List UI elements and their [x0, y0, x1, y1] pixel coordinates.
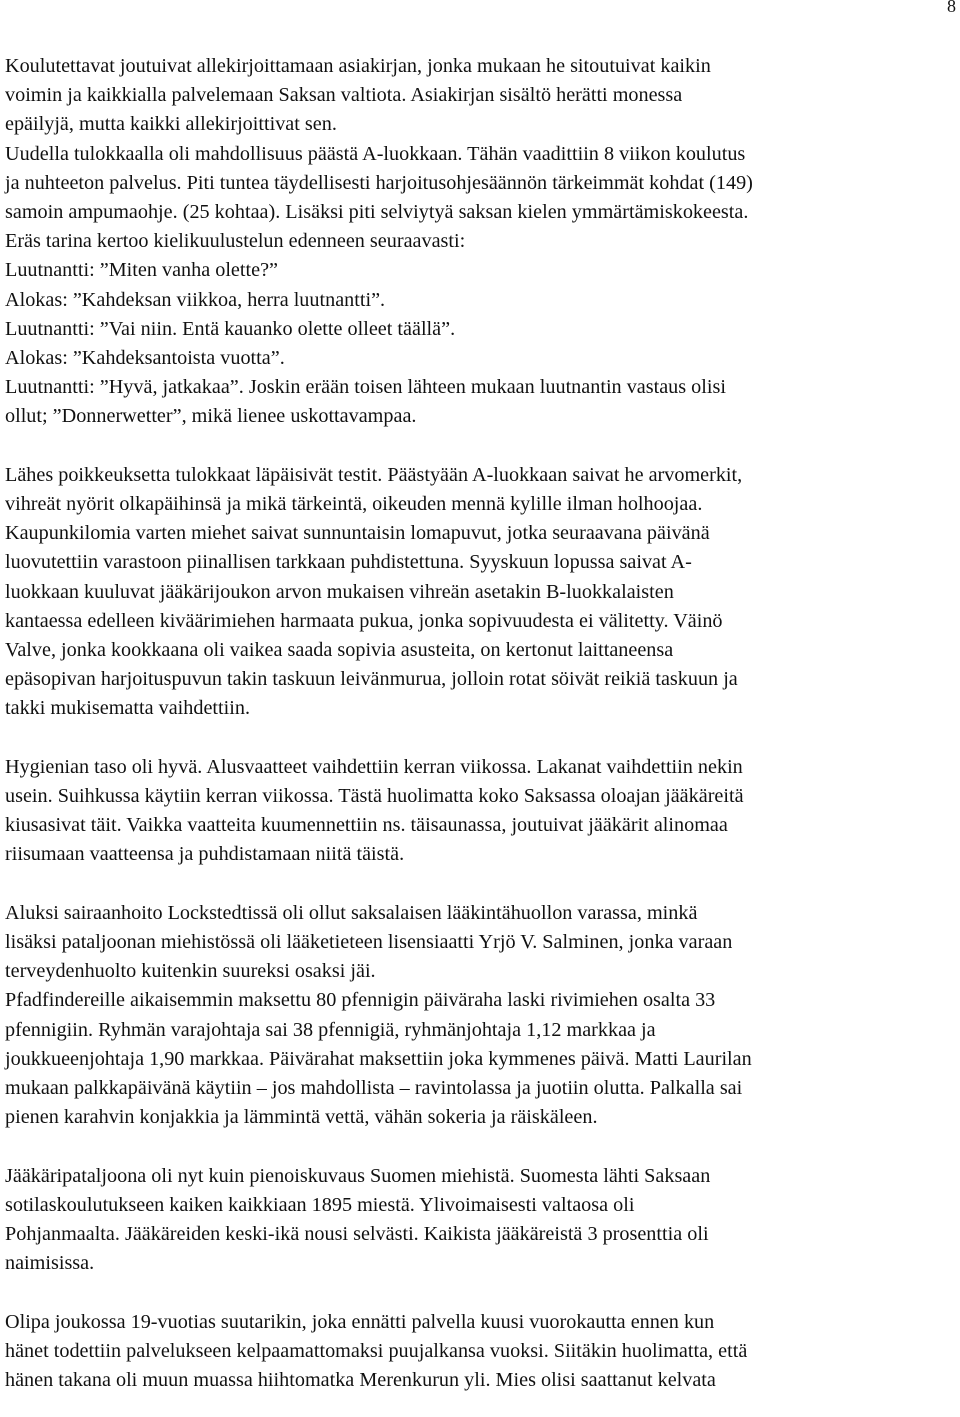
paragraph-gap — [5, 432, 948, 461]
text-line: luokkaan kuuluvat jääkärijoukon arvon mukaisen vihreän asetakin B-luokkalaisten — [5, 580, 674, 603]
text-line: Pfadfindereille aikaisemmin maksettu 80 pfennigin päiväraha laski rivimiehen osalta 33 — [5, 989, 716, 1012]
text-line: usein. Suihkussa käytiin kerran viikossa. Tästä huolimatta koko Saksassa oloajan jääkäreitä — [5, 785, 744, 808]
text-line: Eräs tarina kertoo kielikuulustelun edenneen seuraavasti: — [5, 230, 466, 253]
text-line: epäsopivan harjoituspuvun takin taskuun leivänmurua, jolloin rotat söivät reikiä taskuun ja — [5, 668, 738, 691]
paragraph-gap — [5, 1278, 948, 1307]
text-line: ollut; ”Donnerwetter”, mikä lienee uskottavampaa. — [5, 405, 417, 428]
text-line: hänen takana oli muun muassa hiihtomatka Merenkurun yli. Mies olisi saattanut kelvata — [5, 1369, 716, 1392]
text-line: Aluksi sairaanhoito Lockstedtissä oli ollut saksalaisen lääkintähuollon varassa, minkä — [5, 901, 698, 924]
paragraph-gap — [5, 724, 948, 753]
text-line: naimisissa. — [5, 1252, 95, 1275]
paragraph — [5, 753, 948, 870]
text-line: voimin ja kaikkialla palvelemaan Saksan valtiota. Asiakirjan sisältö herätti monessa — [5, 84, 683, 107]
text-line: mukaan palkkapäivänä käytiin – jos mahdollista – ravintolassa ja juotiin olutta. Palkalla sai — [5, 1077, 743, 1100]
text-line: lisäksi pataljoonan miehistössä oli lääketieteen lisensiaatti Yrjö V. Salminen, jonka varaan — [5, 931, 733, 954]
text-line: joukkueenjohtaja 1,90 markkaa. Päivärahat maksettiin joka kymmenes päivä. Matti Laurilan — [5, 1047, 752, 1070]
text-line: pfennigiin. Ryhmän varajohtaja sai 38 pfennigiä, ryhmänjohtaja 1,12 markkaa ja — [5, 1018, 656, 1041]
page-number: 8 — [947, 0, 956, 16]
text-line: Uudella tulokkaalla oli mahdollisuus päästä A-luokkaan. Tähän vaadittiin 8 viikon koulutus — [5, 142, 746, 165]
text-line: epäilyjä, mutta kaikki allekirjoittivat sen. — [5, 113, 337, 136]
text-line: Luutnantti: ”Vai niin. Entä kauanko olette olleet täällä”. — [5, 317, 456, 340]
text-line: Alokas: ”Kahdeksan viikkoa, herra luutnantti”. — [5, 288, 386, 311]
text-line: kantaessa edelleen kiväärimiehen harmaata pukua, jonka sopivuudesta ei välitetty. Väinö — [5, 609, 723, 632]
document-body — [5, 52, 948, 1395]
text-line: riisumaan vaatteensa ja puhdistamaan niitä täistä. — [5, 843, 405, 866]
text-line: Kaupunkilomia varten miehet saivat sunnuntaisin lomapuvut, jotka seuraavana päivänä — [5, 522, 710, 545]
paragraph-gap — [5, 1132, 948, 1161]
text-line: Luutnantti: ”Miten vanha olette?” — [5, 259, 278, 282]
text-line: ja nuhteeton palvelus. Piti tuntea täydellisesti harjoitusohjesäännön tärkeimmät kohdat (149) — [5, 171, 753, 194]
paragraph — [5, 899, 948, 1133]
paragraph — [5, 52, 948, 432]
text-line: Lähes poikkeuksetta tulokkaat läpäisivät testit. Päästyään A-luokkaan saivat he arvomerkit, — [5, 463, 743, 486]
paragraph-gap — [5, 870, 948, 899]
text-line: Jääkäripataljoona oli nyt kuin pienoiskuvaus Suomen miehistä. Suomesta lähti Saksaan — [5, 1164, 711, 1187]
text-line: sotilaskoulutukseen kaiken kaikkiaan 1895 miestä. Ylivoimaisesti valtaosa oli — [5, 1193, 635, 1216]
text-line: kiusasivat täit. Vaikka vaatteita kuumennettiin ns. täisaunassa, joutuivat jääkärit alinomaa — [5, 814, 728, 837]
text-line: samoin ampumaohje. (25 kohtaa). Lisäksi piti selviytyä saksan kielen ymmärtämiskokeesta. — [5, 201, 749, 224]
text-line: pienen karahvin konjakkia ja lämmintä vettä, vähän sokeria ja räiskäleen. — [5, 1106, 598, 1129]
text-line: takki mukisematta vaihdettiin. — [5, 697, 251, 720]
text-line: luovutettiin varastoon piinallisen tarkkaan puhdistettuna. Syyskuun lopussa saivat A- — [5, 551, 692, 574]
text-line: Koulutettavat joutuivat allekirjoittamaan asiakirjan, jonka mukaan he sitoutuivat kaikin — [5, 55, 711, 77]
text-line: Alokas: ”Kahdeksantoista vuotta”. — [5, 347, 285, 370]
text-line: terveydenhuolto kuitenkin suureksi osaksi jäi. — [5, 960, 376, 983]
text-line: Pohjanmaalta. Jääkäreiden keski-ikä nousi selvästi. Kaikista jääkäreistä 3 prosenttia oli — [5, 1223, 709, 1246]
text-line: vihreät nyörit olkapäihinsä ja mikä tärkeintä, oikeuden mennä kylille ilman holhoojaa. — [5, 493, 703, 516]
text-line: hänet todettiin palvelukseen kelpaamattomaksi puujalkansa vuoksi. Siitäkin huolimatta, että — [5, 1339, 748, 1362]
text-line: Hygienian taso oli hyvä. Alusvaatteet vaihdettiin kerran viikossa. Lakanat vaihdettiin nekin — [5, 755, 743, 778]
text-line: Olipa joukossa 19-vuotias suutarikin, joka ennätti palvella kuusi vuorokautta ennen kun — [5, 1310, 715, 1333]
paragraph — [5, 1162, 948, 1279]
text-line: Luutnantti: ”Hyvä, jatkakaa”. Joskin erään toisen lähteen mukaan luutnantin vastaus olisi — [5, 376, 726, 399]
paragraph — [5, 461, 948, 724]
paragraph — [5, 1308, 948, 1396]
text-line: Valve, jonka kookkaana oli vaikea saada sopivia asusteita, on kertonut laittaneensa — [5, 639, 674, 662]
